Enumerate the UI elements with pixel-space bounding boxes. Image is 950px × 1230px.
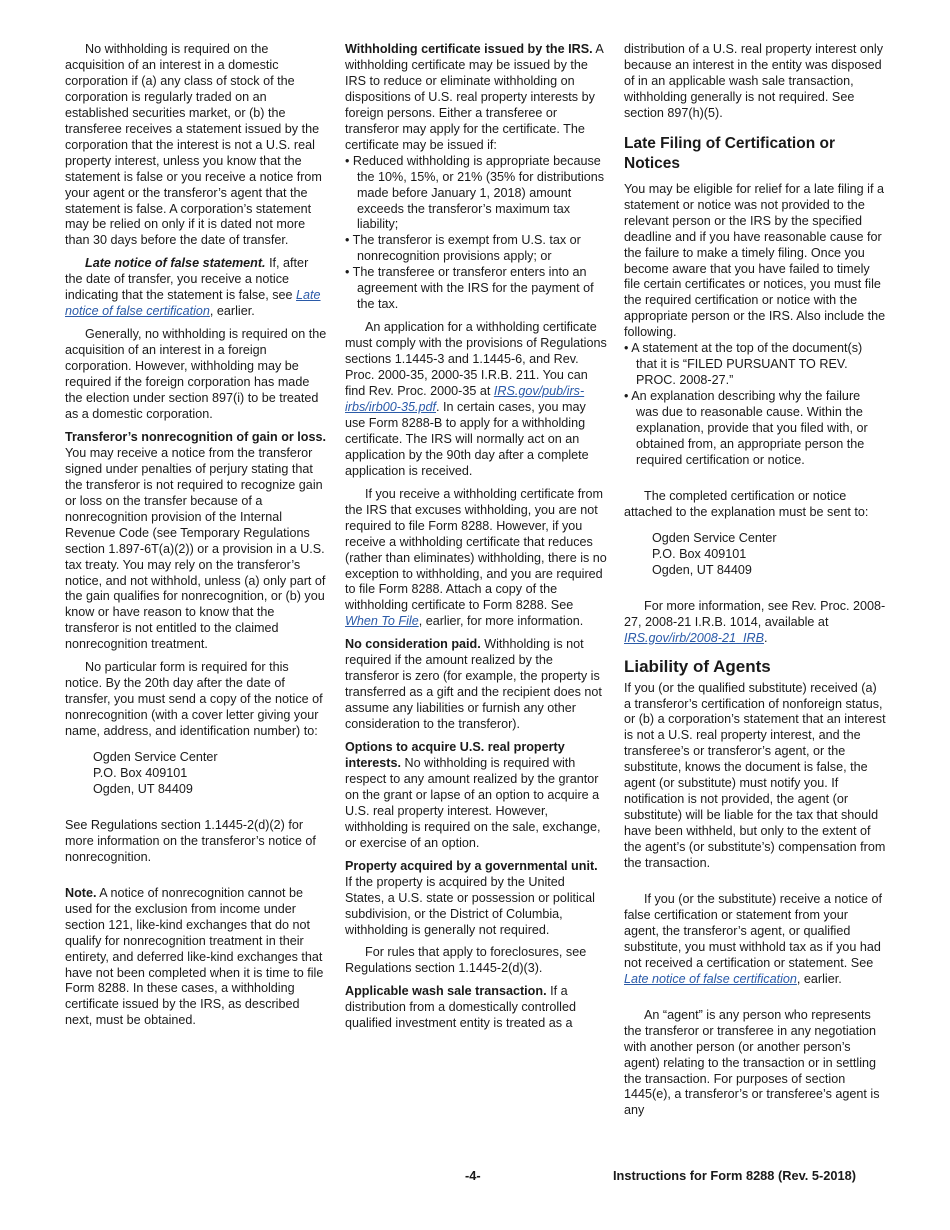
paragraph-domestic-corporation: No withholding is required on the acquisition of an interest in a domestic corporation if (a) any class of stock of the corporation is regularly traded on an established securities market, or (b) the transferee receives a statement issued by the corporation that the interest is not a U.S. real property interest, unless you know that the statement is false or you receive a notice from your agent or the transferor’s agent that the statement is false. A corporation’s statement may be relied on only if it is dated not more than 30 days before the date of transfer. (65, 42, 322, 248)
link-late-notice-false-certification[interactable]: Late notice of false certification (65, 288, 321, 319)
paragraph-more-information: For more information, see Rev. Proc. 2008-27, 2008-21 I.R.B. 1014, available at IRS.gov/irb/2008-21_IRB. (624, 598, 886, 645)
paragraph-foreclosures: For rules that apply to foreclosures, see Regulations section 1.1445-2(d)(3). (345, 945, 587, 976)
section-heading-liability-of-agents: Liability of Agents (624, 656, 771, 676)
run-in-heading: Transferor’s nonrecognition of gain or loss. (65, 429, 327, 444)
run-in-heading: Withholding certificate issued by the IRS. (345, 42, 593, 56)
run-in-heading: Applicable wash sale transaction. (345, 984, 547, 999)
column-1 (65, 42, 327, 1036)
paragraph-foreign-corporation: Generally, no withholding is required on the acquisition of an interest in a foreign corporation. However, withholding may be required if the foreign corporation has made the election under section 897(i) to be treated as a domestic corporation. (65, 327, 327, 421)
column-3 (624, 42, 886, 1126)
paragraph-wash-sale-continued: distribution of a U.S. real property interest only because an interest in the entity was disposed of in an applicable wash sale transaction, withholding generally is not required. See section 897(h)(5). (624, 42, 883, 120)
bullet-item: • Reduced withholding is appropriate because the 10%, 15%, or 21% (35% for distributions made before January 1, 2018) amount exceeds the transferor’s maximum tax liability; (345, 153, 605, 232)
paragraph-agent-definition: An “agent” is any person who represents the transferor or transferee in any negotiation with another person (or another person’s agent) relating to the transaction or in settling the transaction. For purposes of section 1445(e), a transferor’s or transferee’s agent is any (624, 1007, 880, 1118)
link-irb00-35[interactable]: IRS.gov/pub/irs-irbs/irb00-35.pdf (345, 384, 585, 414)
link-when-to-file[interactable]: When To File (345, 614, 419, 629)
bullet-item: • A statement at the top of the document(s) that it is “FILED PURSUANT TO REV. PROC. 2008-27.” (624, 341, 863, 388)
bullet-item: • The transferor is exempt from U.S. tax or nonrecognition provisions apply; or (345, 233, 581, 264)
paragraph-late-filing: You may be eligible for relief for a late filing if a statement or notice was not provided to the relevant person or the IRS by the specified deadline and if you have reasonable cause for the failure to make a timely filing. Once you become aware that you have failed to timely file certain certificates or notices, you must file the required certification or notice with the appropriate person or the IRS. Also include the following. (624, 181, 886, 340)
run-in-heading: Late notice of false statement. (85, 256, 266, 271)
run-in-heading: No consideration paid. (345, 637, 481, 652)
run-in-heading: Options to acquire U.S. real property interests. (345, 740, 565, 770)
paragraph-options: Options to acquire U.S. real property interests. No withholding is required with respect to any amount realized by the grantor on the grant or lapse of an option to acquire a U.S. real property interest. However, withholding is required on the sale, exchange, or exercise of an option. (345, 740, 601, 850)
mailing-address: Ogden Service Center P.O. Box 409101 Ogden, UT 84409 (652, 530, 777, 577)
link-irb-2008-21[interactable]: IRS.gov/irb/2008-21_IRB (624, 630, 765, 645)
run-in-heading: Property acquired by a governmental unit. (345, 858, 598, 873)
form-title-footer: Instructions for Form 8288 (Rev. 5-2018) (613, 1168, 856, 1183)
link-late-notice-false-certification[interactable]: Late notice of false certification (624, 971, 797, 986)
run-in-heading: Note. (65, 885, 97, 900)
column-2 (345, 42, 607, 1039)
page-number: -4- (465, 1168, 481, 1183)
paragraph-nonrecognition: Transferor’s nonrecognition of gain or loss. You may receive a notice from the transferor signed under penalties of perjury stating that the transferor is not required to recognize gain or loss on the transfer because of a nonrecognition provision of the Internal Revenue Code (see Temporary Regulations section 1.897-6T(a)(2)) or a provision in a U.S. tax treaty. You may rely on the transferor’s notice, and not withhold, unless (a) only part of the gain qualifies for nonrecognition, or (b) you know or have reason to know that the transferor is not entitled to the claimed nonrecognition treatment. (65, 429, 327, 652)
paragraph-liability: If you (or the qualified substitute) received (a) a transferor’s certification of nonforeign status, or (b) a corporation’s statement that an interest is not a U.S. real property interest, and the transferee’s or transferor’s agent, or the substitute, knows the document is false, the agent (or substitute) must notify you. If notification is not provided, the agent (or substitute) will be liable for the tax that should have been withheld, but only to the extent of the agent’s (or substitute’s) compensation from the transaction. (624, 680, 886, 871)
paragraph-application: An application for a withholding certificate must comply with the provisions of Regulations sections 1.1445-3 and 1.1445-6, and Rev. Proc. 2000-35, 2000-35 I.R.B. 211. You can find Rev. Proc. 2000-35 at IRS.gov/pub/irs-irbs/irb00-35.pdf. In certain cases, you may use Form 8288-B to apply for a withholding certificate. The IRS will normally act on an application by the 90th day after a complete application is received. (345, 320, 607, 478)
paragraph-false-certification: If you (or the substitute) receive a notice of false certification or statement from your agent, the transferor’s agent, or qualified substitute, you must withhold tax as if you had not received a certification or statement. See Late notice of false certification, earlier. (624, 891, 883, 986)
paragraph-late-notice: Late notice of false statement. If, after the date of transfer, you receive a notice indicating that the statement is false, see Late notice of false certification, earlier. (65, 256, 321, 319)
paragraph-notice-form: No particular form is required for this notice. By the 20th day after the date of transfer, you must send a copy of the notice of nonrecognition (with a cover letter giving your name, address, and identification number) to: (65, 660, 323, 739)
paragraph-receive-certificate: If you receive a withholding certificate from the IRS that excuses withholding, you are not required to file Form 8288. However, if you receive a withholding certificate that reduces (rather than eliminates) withholding, there is no exception to withholding, and you are required to file Form 8288. Attach a copy of the withholding certificate to Form 8288. See When To File, earlier, for more information. (345, 486, 607, 629)
paragraph-note: Note. A notice of nonrecognition cannot be used for the exclusion from income under section 121, like-kind exchanges that do not qualify for nonrecognition treatment in their entirety, and deferred like-kind exchanges that have not been completed when it is time to file Form 8288. In these cases, a withholding certificate issued by the IRS, as described next, must be obtained. (65, 885, 324, 1028)
paragraph-governmental-unit: Property acquired by a governmental unit. If the property is acquired by the United States, a U.S. state or possession or political subdivision, or the District of Columbia, withholding is generally not required. (345, 858, 598, 937)
paragraph-completed-certification: The completed certification or notice attached to the explanation must be sent to: (624, 488, 869, 519)
bullet-item: • The transferee or transferor enters into an agreement with the IRS for the payment of the tax. (345, 265, 594, 312)
paragraph-no-consideration: No consideration paid. Withholding is not required if the amount realized by the transferor is zero (for example, the property is transferred as a gift and the recipient does not assume any liabilities or furnish any other consideration to the transferor). (345, 637, 602, 732)
paragraph-see-regulations: See Regulations section 1.1445-2(d)(2) for more information on the transferor’s notice of nonrecognition. (65, 817, 316, 864)
mailing-address: Ogden Service Center P.O. Box 409101 Ogden, UT 84409 (93, 750, 218, 796)
bullet-item: • An explanation describing why the failure was due to reasonable cause. Within the explanation, provide that you filed with, or obtained from, an appropriate person the required certification or notice. (624, 389, 868, 467)
paragraph-withholding-certificate: Withholding certificate issued by the IRS. A withholding certificate may be issued by the IRS to reduce or eliminate withholding on dispositions of U.S. real property interests by foreign persons. Either a transferee or transferor may apply for the certificate. The certificate may be issued if: (345, 42, 604, 152)
section-heading-late-filing: Late Filing of Certification or Notices (624, 134, 835, 172)
paragraph-wash-sale: Applicable wash sale transaction. If a distribution from a domestically controlled qualified investment entity is treated as a (345, 984, 576, 1031)
